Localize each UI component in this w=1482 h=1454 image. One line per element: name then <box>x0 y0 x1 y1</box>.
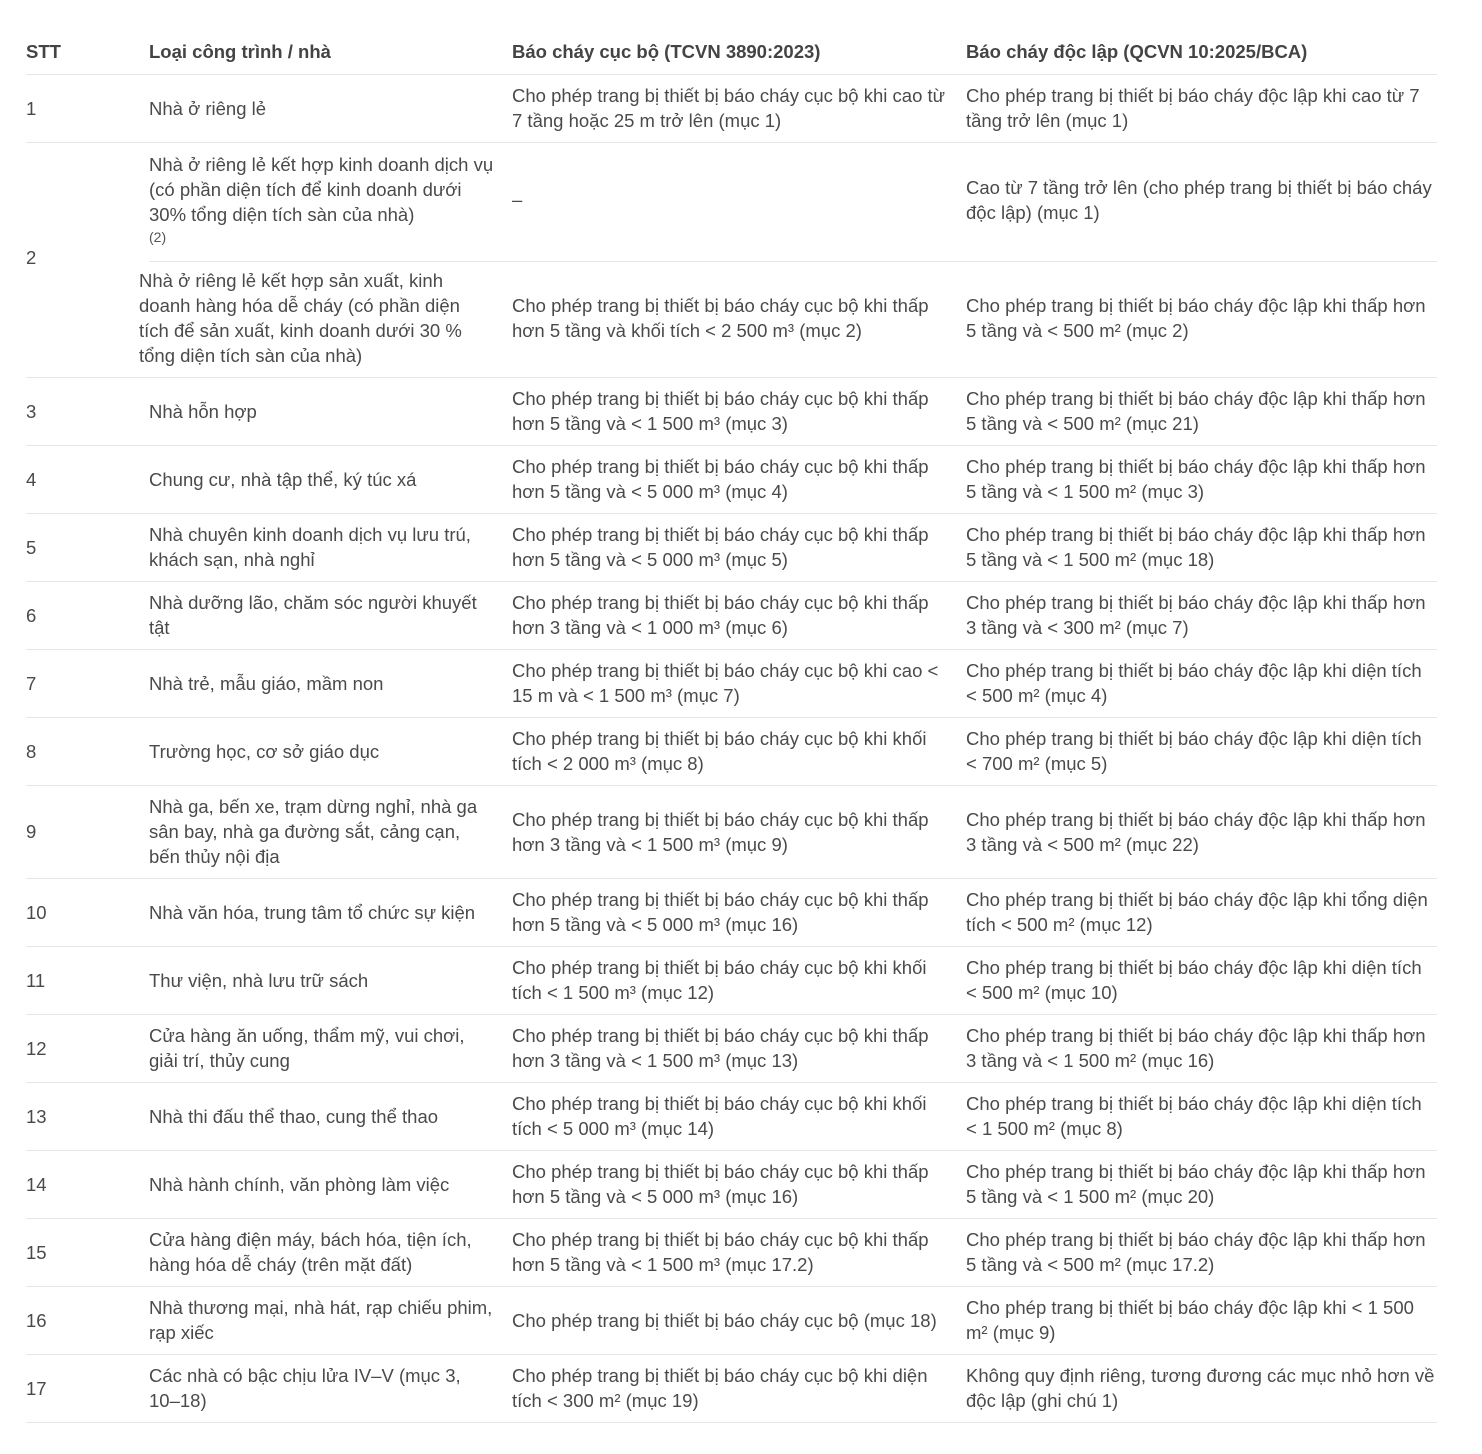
cell-stt: 8 <box>26 718 149 786</box>
cell-stt: 7 <box>26 650 149 718</box>
header-stt: STT <box>26 28 149 75</box>
table-row <box>26 75 1437 143</box>
table-row <box>26 378 1437 446</box>
cell-type: Trường học, cơ sở giáo dục <box>149 718 512 786</box>
cell-type: Cửa hàng ăn uống, thẩm mỹ, vui chơi, giải trí, thủy cung <box>149 1015 512 1083</box>
cell-local: Cho phép trang bị thiết bị báo cháy cục bộ khi diện tích < 300 m² (mục 19) <box>512 1355 966 1423</box>
cell-stt: 3 <box>26 378 149 446</box>
table-row <box>26 1015 1437 1083</box>
cell-type: Nhà chuyên kinh doanh dịch vụ lưu trú, khách sạn, nhà nghỉ <box>149 514 512 582</box>
cell-type: Nhà trẻ, mẫu giáo, mầm non <box>149 650 512 718</box>
cell-independent: Cho phép trang bị thiết bị báo cháy độc lập khi thấp hơn 3 tầng và < 1 500 m² (mục 16) <box>966 1015 1437 1083</box>
cell-independent: Không quy định riêng, tương đương các mục nhỏ hơn về độc lập (ghi chú 1) <box>966 1355 1437 1423</box>
table-row <box>26 446 1437 514</box>
table-row <box>26 262 1437 378</box>
table-header-row <box>26 28 1437 75</box>
cell-independent: Cho phép trang bị thiết bị báo cháy độc lập khi diện tích < 500 m² (mục 4) <box>966 650 1437 718</box>
cell-independent: Cho phép trang bị thiết bị báo cháy độc lập khi tổng diện tích < 500 m² (mục 12) <box>966 879 1437 947</box>
cell-local: Cho phép trang bị thiết bị báo cháy cục bộ khi khối tích < 1 500 m³ (mục 12) <box>512 947 966 1015</box>
cell-local: Cho phép trang bị thiết bị báo cháy cục bộ khi cao từ 7 tầng hoặc 25 m trở lên (mục 1) <box>512 75 966 143</box>
cell-local: Cho phép trang bị thiết bị báo cháy cục bộ khi cao < 15 m và < 1 500 m³ (mục 7) <box>512 650 966 718</box>
cell-stt: 5 <box>26 514 149 582</box>
cell-type <box>139 262 512 378</box>
cell-type: Nhà thương mại, nhà hát, rạp chiếu phim, rạp xiếc <box>149 1287 512 1355</box>
table-row <box>26 1083 1437 1151</box>
table-row <box>26 514 1437 582</box>
cell-independent: Cho phép trang bị thiết bị báo cháy độc lập khi diện tích < 700 m² (mục 5) <box>966 718 1437 786</box>
cell-stt: 10 <box>26 879 149 947</box>
cell-independent: Cao từ 7 tầng trở lên (cho phép trang bị thiết bị báo cháy độc lập) (mục 1) <box>966 143 1437 262</box>
cell-type: Chung cư, nhà tập thể, ký túc xá <box>149 446 512 514</box>
cell-type: Cửa hàng điện máy, bách hóa, tiện ích, hàng hóa dễ cháy (trên mặt đất) <box>149 1219 512 1287</box>
table-row <box>26 786 1437 879</box>
cell-stt: 11 <box>26 947 149 1015</box>
fire-alarm-comparison-table <box>26 28 1437 1423</box>
cell-stt: 12 <box>26 1015 149 1083</box>
cell-local: Cho phép trang bị thiết bị báo cháy cục bộ khi thấp hơn 5 tầng và < 5 000 m³ (mục 5) <box>512 514 966 582</box>
cell-type-text: Nhà ở riêng lẻ kết hợp sản xuất, kinh doanh hàng hóa dễ cháy (có phần diện tích để sản xuất, kinh doanh dưới 30 % tổng diện tích sàn của nhà) <box>139 270 462 366</box>
cell-type-text: Nhà ở riêng lẻ kết hợp kinh doanh dịch vụ (có phần diện tích để kinh doanh dưới 30% tổng diện tích sàn của nhà) <box>149 154 494 225</box>
cell-independent: Cho phép trang bị thiết bị báo cháy độc lập khi thấp hơn 3 tầng và < 300 m² (mục 7) <box>966 582 1437 650</box>
cell-local: Cho phép trang bị thiết bị báo cháy cục bộ khi thấp hơn 5 tầng và < 5 000 m³ (mục 4) <box>512 446 966 514</box>
header-independent: Báo cháy độc lập (QCVN 10:2025/BCA) <box>966 28 1437 75</box>
cell-independent: Cho phép trang bị thiết bị báo cháy độc lập khi < 1 500 m² (mục 9) <box>966 1287 1437 1355</box>
cell-independent: Cho phép trang bị thiết bị báo cháy độc lập khi thấp hơn 5 tầng và < 1 500 m² (mục 18) <box>966 514 1437 582</box>
cell-independent: Cho phép trang bị thiết bị báo cháy độc lập khi thấp hơn 5 tầng và < 1 500 m² (mục 20) <box>966 1151 1437 1219</box>
cell-stt: 1 <box>26 75 149 143</box>
cell-local: Cho phép trang bị thiết bị báo cháy cục bộ khi thấp hơn 5 tầng và < 5 000 m³ (mục 16) <box>512 1151 966 1219</box>
cell-independent: Cho phép trang bị thiết bị báo cháy độc lập khi diện tích < 500 m² (mục 10) <box>966 947 1437 1015</box>
cell-local: Cho phép trang bị thiết bị báo cháy cục bộ khi thấp hơn 5 tầng và < 1 500 m³ (mục 17.2) <box>512 1219 966 1287</box>
cell-stt: 6 <box>26 582 149 650</box>
table-row <box>26 1219 1437 1287</box>
cell-stt: 15 <box>26 1219 149 1287</box>
cell-type: Thư viện, nhà lưu trữ sách <box>149 947 512 1015</box>
footnote-marker: (2) <box>149 229 167 245</box>
cell-type: Nhà hỗn hợp <box>149 378 512 446</box>
cell-independent: Cho phép trang bị thiết bị báo cháy độc lập khi thấp hơn 5 tầng và < 500 m² (mục 2) <box>966 262 1437 378</box>
cell-independent: Cho phép trang bị thiết bị báo cháy độc lập khi thấp hơn 5 tầng và < 500 m² (mục 17.2) <box>966 1219 1437 1287</box>
cell-type: Nhà hành chính, văn phòng làm việc <box>149 1151 512 1219</box>
cell-stt: 16 <box>26 1287 149 1355</box>
cell-type: Nhà văn hóa, trung tâm tổ chức sự kiện <box>149 879 512 947</box>
cell-type: Nhà ở riêng lẻ <box>149 75 512 143</box>
cell-stt: 13 <box>26 1083 149 1151</box>
header-local: Báo cháy cục bộ (TCVN 3890:2023) <box>512 28 966 75</box>
cell-local: Cho phép trang bị thiết bị báo cháy cục bộ khi thấp hơn 5 tầng và < 5 000 m³ (mục 16) <box>512 879 966 947</box>
cell-stt: 4 <box>26 446 149 514</box>
table-row <box>26 1151 1437 1219</box>
cell-type: Nhà ga, bến xe, trạm dừng nghỉ, nhà ga sân bay, nhà ga đường sắt, cảng cạn, bến thủy nội địa <box>149 786 512 879</box>
cell-type: Nhà thi đấu thể thao, cung thể thao <box>149 1083 512 1151</box>
cell-independent: Cho phép trang bị thiết bị báo cháy độc lập khi thấp hơn 3 tầng và < 500 m² (mục 22) <box>966 786 1437 879</box>
table-row <box>26 650 1437 718</box>
cell-local: Cho phép trang bị thiết bị báo cháy cục bộ (mục 18) <box>512 1287 966 1355</box>
cell-local: Cho phép trang bị thiết bị báo cháy cục bộ khi thấp hơn 5 tầng và khối tích < 2 500 m³ (mục 2) <box>512 262 966 378</box>
cell-type <box>149 143 512 262</box>
table-row <box>26 947 1437 1015</box>
cell-stt: 14 <box>26 1151 149 1219</box>
cell-independent: Cho phép trang bị thiết bị báo cháy độc lập khi thấp hơn 5 tầng và < 1 500 m² (mục 3) <box>966 446 1437 514</box>
cell-local: Cho phép trang bị thiết bị báo cháy cục bộ khi khối tích < 5 000 m³ (mục 14) <box>512 1083 966 1151</box>
table-row <box>26 879 1437 947</box>
table-row <box>26 718 1437 786</box>
table-row <box>26 582 1437 650</box>
cell-independent: Cho phép trang bị thiết bị báo cháy độc lập khi thấp hơn 5 tầng và < 500 m² (mục 21) <box>966 378 1437 446</box>
cell-local: – <box>512 143 966 262</box>
cell-type: Các nhà có bậc chịu lửa IV–V (mục 3, 10–18) <box>149 1355 512 1423</box>
cell-type: Nhà dưỡng lão, chăm sóc người khuyết tật <box>149 582 512 650</box>
cell-local: Cho phép trang bị thiết bị báo cháy cục bộ khi thấp hơn 3 tầng và < 1 500 m³ (mục 9) <box>512 786 966 879</box>
cell-stt: 9 <box>26 786 149 879</box>
cell-stt: 17 <box>26 1355 149 1423</box>
cell-local: Cho phép trang bị thiết bị báo cháy cục bộ khi thấp hơn 5 tầng và < 1 500 m³ (mục 3) <box>512 378 966 446</box>
cell-local: Cho phép trang bị thiết bị báo cháy cục bộ khi thấp hơn 3 tầng và < 1 500 m³ (mục 13) <box>512 1015 966 1083</box>
cell-independent: Cho phép trang bị thiết bị báo cháy độc lập khi diện tích < 1 500 m² (mục 8) <box>966 1083 1437 1151</box>
table-row <box>26 1287 1437 1355</box>
cell-local: Cho phép trang bị thiết bị báo cháy cục bộ khi khối tích < 2 000 m³ (mục 8) <box>512 718 966 786</box>
header-type: Loại công trình / nhà <box>149 28 512 75</box>
table-row <box>26 1355 1437 1423</box>
cell-local: Cho phép trang bị thiết bị báo cháy cục bộ khi thấp hơn 3 tầng và < 1 000 m³ (mục 6) <box>512 582 966 650</box>
cell-stt: 2 <box>26 143 149 378</box>
cell-independent: Cho phép trang bị thiết bị báo cháy độc lập khi cao từ 7 tầng trở lên (mục 1) <box>966 75 1437 143</box>
table-row <box>26 143 1437 262</box>
